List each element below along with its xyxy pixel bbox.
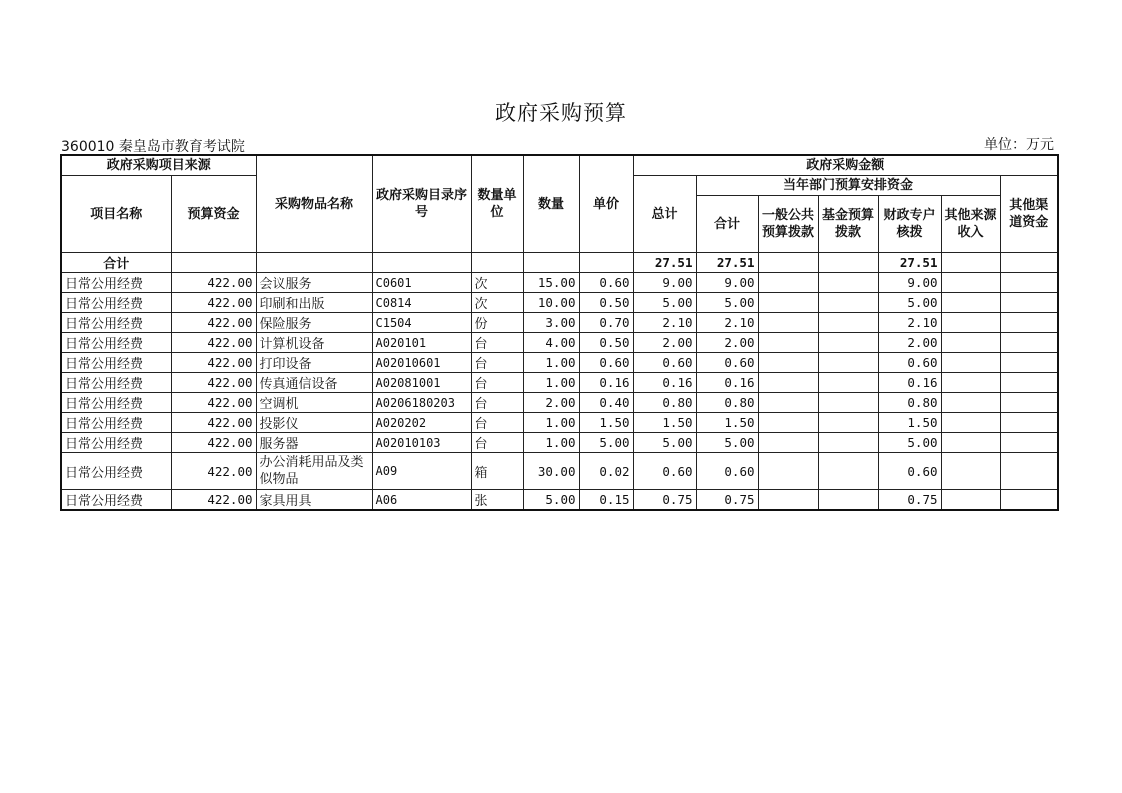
header-amount-group: 政府采购金额 [633,155,1058,176]
cell-total: 5.00 [633,293,696,313]
header-quantity: 数量 [523,155,579,253]
cell-total: 2.10 [633,313,696,333]
header-other-income: 其他来源收入 [941,196,1000,253]
cell-other-channel [1000,373,1058,393]
cell-qty: 1.00 [523,433,579,453]
cell-budget: 422.00 [171,333,256,353]
cell-fund-budget [818,353,878,373]
cell-item: 计算机设备 [256,333,372,353]
cell-item: 空调机 [256,393,372,413]
cell-project: 日常公用经费 [61,333,171,353]
cell-subtotal: 0.75 [696,490,758,511]
cell-general-public [758,353,818,373]
cell-fiscal-special: 9.00 [878,273,941,293]
totals-fiscal-special: 27.51 [878,253,941,273]
unit-label: 单位：万元 [984,137,1054,153]
cell-total: 2.00 [633,333,696,353]
cell-unit: 台 [471,353,523,373]
cell-fiscal-special: 5.00 [878,293,941,313]
cell-budget: 422.00 [171,490,256,511]
cell-subtotal: 5.00 [696,433,758,453]
cell-other-income [941,453,1000,490]
cell-total: 1.50 [633,413,696,433]
page-title: 政府采购预算 [495,101,627,125]
cell-price: 0.60 [579,353,633,373]
cell-qty: 1.00 [523,373,579,393]
cell-other-income [941,313,1000,333]
cell-item: 家具用具 [256,490,372,511]
cell-qty: 3.00 [523,313,579,333]
header-total: 总计 [633,176,696,253]
cell-unit: 次 [471,273,523,293]
cell-other-income [941,333,1000,353]
cell-budget: 422.00 [171,453,256,490]
cell-other-income [941,433,1000,453]
totals-total: 27.51 [633,253,696,273]
table-row [61,453,1058,490]
header-item-name: 采购物品名称 [256,155,372,253]
totals-label: 合计 [61,253,171,273]
cell-fund-budget [818,433,878,453]
cell-price: 0.50 [579,333,633,353]
cell-item: 投影仪 [256,413,372,433]
header-fund-budget: 基金预算拨款 [818,196,878,253]
cell-subtotal: 2.00 [696,333,758,353]
cell-fiscal-special: 2.00 [878,333,941,353]
cell-total: 9.00 [633,273,696,293]
cell-item: 印刷和出版 [256,293,372,313]
table-row [61,293,1058,313]
cell-other-income [941,490,1000,511]
cell-total: 0.60 [633,353,696,373]
cell-fiscal-special: 0.80 [878,393,941,413]
cell-total: 0.80 [633,393,696,413]
cell-fund-budget [818,490,878,511]
cell-general-public [758,393,818,413]
cell-fund-budget [818,273,878,293]
cell-other-channel [1000,273,1058,293]
cell-price: 0.16 [579,373,633,393]
cell-general-public [758,293,818,313]
cell-other-channel [1000,353,1058,373]
cell-fund-budget [818,413,878,433]
cell-other-income [941,413,1000,433]
header-project-name: 项目名称 [61,176,171,253]
cell-general-public [758,490,818,511]
cell-price: 1.50 [579,413,633,433]
header-qty-unit: 数量单位 [471,155,523,253]
cell-fund-budget [818,373,878,393]
totals-row [61,253,1058,273]
cell-fund-budget [818,453,878,490]
cell-item: 保险服务 [256,313,372,333]
cell-total: 0.16 [633,373,696,393]
cell-code: A09 [372,453,471,490]
cell-fiscal-special: 0.16 [878,373,941,393]
cell-general-public [758,273,818,293]
cell-total: 5.00 [633,433,696,453]
table-row [61,393,1058,413]
cell-unit: 次 [471,293,523,313]
cell-fiscal-special: 0.75 [878,490,941,511]
cell-project: 日常公用经费 [61,413,171,433]
header-dept-group: 当年部门预算安排资金 [696,176,1000,196]
cell-project: 日常公用经费 [61,433,171,453]
cell-project: 日常公用经费 [61,353,171,373]
table-row [61,313,1058,333]
cell-subtotal: 0.80 [696,393,758,413]
cell-fund-budget [818,333,878,353]
cell-project: 日常公用经费 [61,453,171,490]
cell-other-channel [1000,413,1058,433]
cell-project: 日常公用经费 [61,313,171,333]
cell-general-public [758,453,818,490]
cell-general-public [758,333,818,353]
cell-qty: 2.00 [523,393,579,413]
cell-other-channel [1000,293,1058,313]
cell-qty: 1.00 [523,413,579,433]
cell-code: A02010601 [372,353,471,373]
cell-general-public [758,413,818,433]
cell-code: A020202 [372,413,471,433]
table-row [61,353,1058,373]
cell-other-channel [1000,333,1058,353]
cell-other-channel [1000,313,1058,333]
cell-general-public [758,433,818,453]
cell-unit: 台 [471,373,523,393]
cell-total: 0.75 [633,490,696,511]
cell-unit: 台 [471,333,523,353]
cell-unit: 台 [471,393,523,413]
header-source-group: 政府采购项目来源 [61,155,256,176]
cell-other-income [941,273,1000,293]
cell-other-channel [1000,490,1058,511]
cell-budget: 422.00 [171,413,256,433]
procurement-budget-table [60,154,1059,511]
cell-fiscal-special: 5.00 [878,433,941,453]
cell-price: 0.40 [579,393,633,413]
cell-qty: 15.00 [523,273,579,293]
table-row [61,273,1058,293]
header-general-public: 一般公共预算拨款 [758,196,818,253]
totals-subtotal: 27.51 [696,253,758,273]
cell-price: 0.70 [579,313,633,333]
cell-budget: 422.00 [171,393,256,413]
cell-budget: 422.00 [171,313,256,333]
cell-item: 办公消耗用品及类似物品 [256,453,372,490]
cell-price: 0.60 [579,273,633,293]
cell-unit: 份 [471,313,523,333]
cell-unit: 台 [471,413,523,433]
header-subtotal: 合计 [696,196,758,253]
table-row [61,490,1058,511]
organization-label: 360010 秦皇岛市教育考试院 [61,139,245,155]
cell-fund-budget [818,293,878,313]
cell-item: 会议服务 [256,273,372,293]
cell-code: A06 [372,490,471,511]
cell-total: 0.60 [633,453,696,490]
header-catalog-no: 政府采购目录序号 [372,155,471,253]
cell-code: C0814 [372,293,471,313]
cell-price: 5.00 [579,433,633,453]
cell-fiscal-special: 1.50 [878,413,941,433]
cell-project: 日常公用经费 [61,490,171,511]
cell-other-channel [1000,393,1058,413]
cell-code: C1504 [372,313,471,333]
header-fiscal-special: 财政专户核拨 [878,196,941,253]
cell-budget: 422.00 [171,433,256,453]
header-budget-fund: 预算资金 [171,176,256,253]
cell-fiscal-special: 0.60 [878,353,941,373]
table-row [61,373,1058,393]
cell-code: A020101 [372,333,471,353]
cell-qty: 4.00 [523,333,579,353]
table-row [61,433,1058,453]
cell-price: 0.50 [579,293,633,313]
cell-subtotal: 9.00 [696,273,758,293]
cell-qty: 5.00 [523,490,579,511]
cell-unit: 箱 [471,453,523,490]
cell-other-income [941,373,1000,393]
cell-qty: 1.00 [523,353,579,373]
cell-code: C0601 [372,273,471,293]
cell-item: 服务器 [256,433,372,453]
cell-other-channel [1000,453,1058,490]
cell-unit: 张 [471,490,523,511]
cell-subtotal: 1.50 [696,413,758,433]
cell-budget: 422.00 [171,273,256,293]
cell-budget: 422.00 [171,293,256,313]
cell-other-income [941,293,1000,313]
cell-project: 日常公用经费 [61,393,171,413]
cell-project: 日常公用经费 [61,293,171,313]
cell-general-public [758,373,818,393]
cell-price: 0.15 [579,490,633,511]
cell-unit: 台 [471,433,523,453]
cell-subtotal: 0.60 [696,453,758,490]
cell-subtotal: 0.16 [696,373,758,393]
cell-qty: 30.00 [523,453,579,490]
cell-fiscal-special: 0.60 [878,453,941,490]
cell-code: A02081001 [372,373,471,393]
cell-project: 日常公用经费 [61,373,171,393]
cell-fiscal-special: 2.10 [878,313,941,333]
cell-subtotal: 5.00 [696,293,758,313]
cell-code: A0206180203 [372,393,471,413]
cell-other-channel [1000,433,1058,453]
cell-other-income [941,393,1000,413]
cell-budget: 422.00 [171,353,256,373]
cell-item: 传真通信设备 [256,373,372,393]
table-row [61,333,1058,353]
cell-code: A02010103 [372,433,471,453]
table-row [61,413,1058,433]
header-other-channel: 其他渠道资金 [1000,176,1058,253]
cell-fund-budget [818,393,878,413]
cell-general-public [758,313,818,333]
cell-budget: 422.00 [171,373,256,393]
cell-fund-budget [818,313,878,333]
cell-project: 日常公用经费 [61,273,171,293]
cell-price: 0.02 [579,453,633,490]
header-unit-price: 单价 [579,155,633,253]
cell-subtotal: 2.10 [696,313,758,333]
cell-item: 打印设备 [256,353,372,373]
cell-other-income [941,353,1000,373]
cell-subtotal: 0.60 [696,353,758,373]
cell-qty: 10.00 [523,293,579,313]
